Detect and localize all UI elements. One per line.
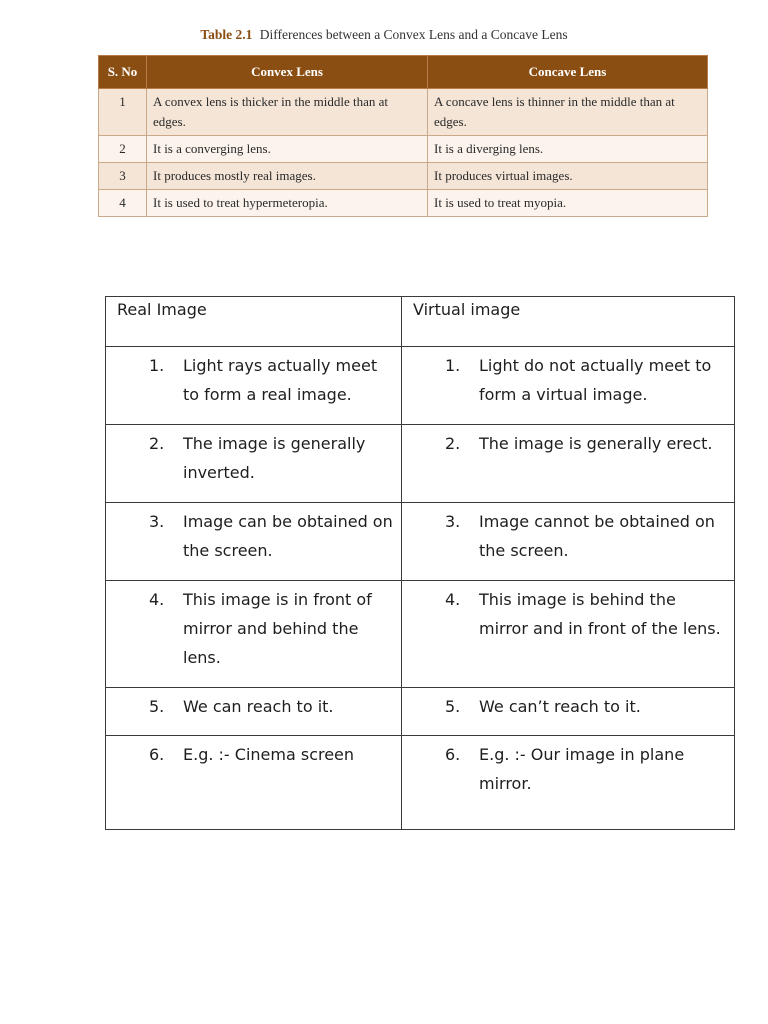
cell-concave: A concave lens is thinner in the middle than at edges. xyxy=(428,89,708,136)
item-number: 4. xyxy=(149,590,165,609)
cell-real xyxy=(106,688,402,736)
table-row xyxy=(99,136,708,163)
item-number: 5. xyxy=(149,697,165,716)
header-real-image: Real Image xyxy=(106,297,402,347)
item-text: E.g. :- Cinema screen xyxy=(183,745,355,764)
cell-concave: It produces virtual images. xyxy=(428,163,708,190)
table-row xyxy=(99,89,708,136)
item-text: This image is behind the mirror and in front of the lens. xyxy=(479,590,721,638)
item-text: This image is in front of mirror and behind the lens. xyxy=(183,590,372,667)
lens-comparison-table xyxy=(98,55,708,217)
item-text: We can reach to it. xyxy=(183,697,334,716)
item-number: 3. xyxy=(149,512,165,531)
table-row xyxy=(106,688,735,736)
cell-concave: It is a diverging lens. xyxy=(428,136,708,163)
cell-virtual xyxy=(402,347,735,425)
table-row xyxy=(106,581,735,688)
cell-convex: It is a converging lens. xyxy=(147,136,428,163)
item-number: 1. xyxy=(149,356,165,375)
table-header-row xyxy=(106,297,735,347)
item-number: 5. xyxy=(445,697,461,716)
cell-sno: 1 xyxy=(99,89,147,136)
cell-concave: It is used to treat myopia. xyxy=(428,190,708,217)
item-text: Light do not actually meet to form a virtual image. xyxy=(479,356,712,404)
header-sno: S. No xyxy=(99,56,147,89)
table-row xyxy=(99,190,708,217)
cell-real xyxy=(106,736,402,830)
item-number: 6. xyxy=(445,745,461,764)
image-comparison-table xyxy=(105,296,735,830)
cell-convex: It produces mostly real images. xyxy=(147,163,428,190)
cell-virtual xyxy=(402,425,735,503)
table-title: Differences between a Convex Lens and a Concave Lens xyxy=(259,27,568,42)
item-text: We can’t reach to it. xyxy=(479,697,641,716)
table-row xyxy=(106,425,735,503)
table-row xyxy=(99,163,708,190)
cell-convex: A convex lens is thicker in the middle than at edges. xyxy=(147,89,428,136)
cell-convex: It is used to treat hypermeteropia. xyxy=(147,190,428,217)
cell-real xyxy=(106,503,402,581)
item-text: Light rays actually meet to form a real image. xyxy=(183,356,378,404)
item-text: Image can be obtained on the screen. xyxy=(183,512,393,560)
header-convex: Convex Lens xyxy=(147,56,428,89)
cell-real xyxy=(106,425,402,503)
cell-sno: 3 xyxy=(99,163,147,190)
table-row xyxy=(106,347,735,425)
item-number: 2. xyxy=(149,434,165,453)
item-number: 1. xyxy=(445,356,461,375)
table-row xyxy=(106,736,735,830)
item-number: 2. xyxy=(445,434,461,453)
cell-real xyxy=(106,581,402,688)
cell-sno: 4 xyxy=(99,190,147,217)
table-caption xyxy=(0,27,768,43)
item-text: The image is generally inverted. xyxy=(183,434,366,482)
item-text: E.g. :- Our image in plane mirror. xyxy=(479,745,685,793)
item-number: 6. xyxy=(149,745,165,764)
item-number: 4. xyxy=(445,590,461,609)
cell-real xyxy=(106,347,402,425)
cell-virtual xyxy=(402,688,735,736)
table-header-row xyxy=(99,56,708,89)
cell-virtual xyxy=(402,736,735,830)
item-number: 3. xyxy=(445,512,461,531)
cell-sno: 2 xyxy=(99,136,147,163)
cell-virtual xyxy=(402,581,735,688)
header-virtual-image: Virtual image xyxy=(402,297,735,347)
header-concave: Concave Lens xyxy=(428,56,708,89)
table-row xyxy=(106,503,735,581)
table-number: Table 2.1 xyxy=(200,27,253,42)
item-text: The image is generally erect. xyxy=(479,434,713,453)
cell-virtual xyxy=(402,503,735,581)
item-text: Image cannot be obtained on the screen. xyxy=(479,512,715,560)
